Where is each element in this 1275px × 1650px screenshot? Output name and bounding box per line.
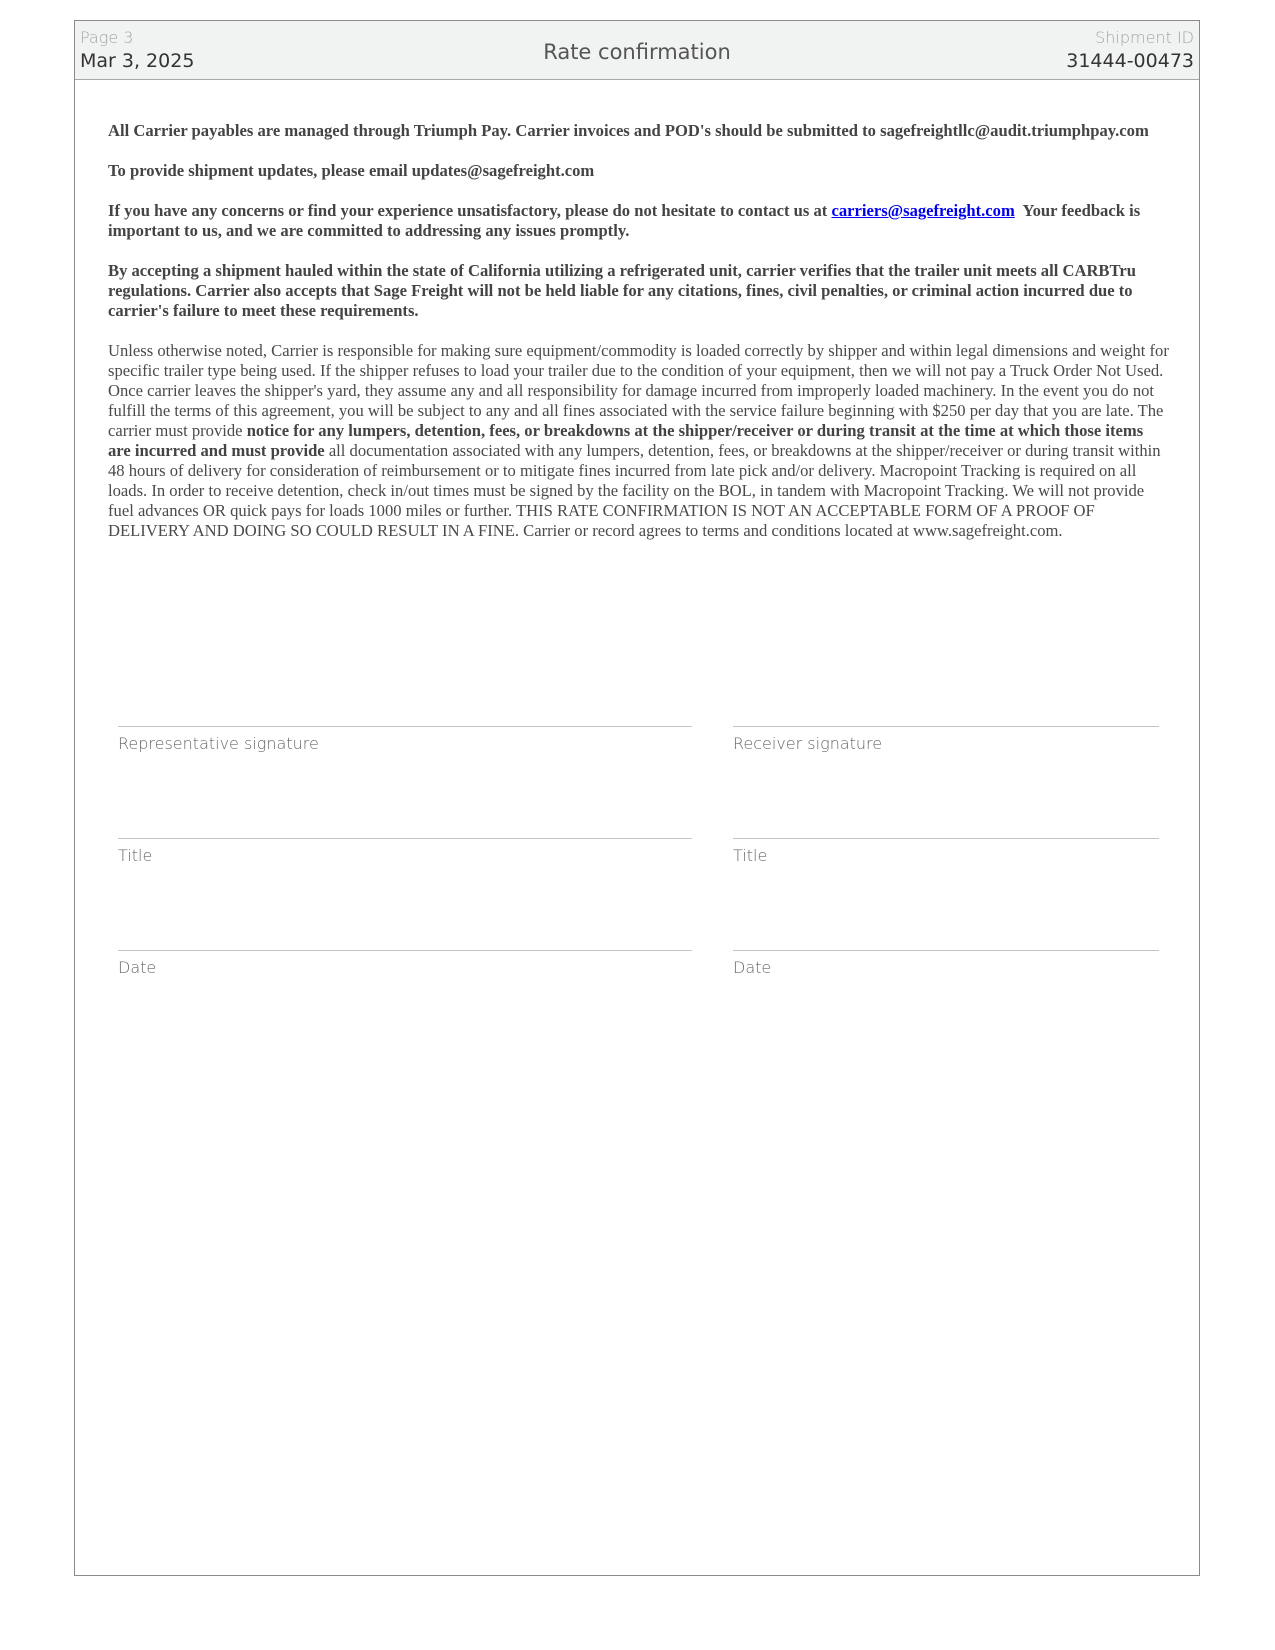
receiver-title-label: Title bbox=[733, 846, 768, 865]
rep-title-label: Title bbox=[118, 846, 153, 865]
receiver-date-label: Date bbox=[733, 958, 772, 977]
terms-text-part1: Unless otherwise noted, Carrier is responsible for making sure equipment/commodity is loaded correctly by shipper and within legal dimensions and weight for specific trailer type being used. If the shipper refuses to load your trailer due to the condition of your equipment, then we will not pay a Truck Order Not Used. Once carrier leaves the shipper's yard, they assume any and all responsibility for damage incurred from improperly loaded machinery. In the event you do not fulfill the terms of this agreement, you will be subject to any and all fines associated with the service failure beginning with $250 per day that you are late. The carrier must provide bbox=[108, 341, 1169, 440]
payables-paragraph: All Carrier payables are managed through Triumph Pay. Carrier invoices and POD's should be submitted to sagefreightllc@audit.triumphpay.com bbox=[108, 121, 1149, 140]
receiver-signature-label: Receiver signature bbox=[733, 734, 883, 753]
rep-date-label: Date bbox=[118, 958, 157, 977]
page-number: Page 3 bbox=[80, 28, 134, 47]
shipment-id-label: Shipment ID bbox=[1095, 28, 1194, 47]
document-title: Rate confirmation bbox=[543, 40, 731, 64]
carriers-email-link[interactable]: carriers@sagefreight.com bbox=[831, 201, 1015, 220]
document-body bbox=[108, 121, 1170, 561]
receiver-signature-line[interactable] bbox=[733, 726, 1159, 727]
page-frame bbox=[74, 20, 1200, 1576]
rep-signature-line[interactable] bbox=[118, 726, 692, 727]
terms-paragraph bbox=[108, 341, 1170, 541]
terms-text-bold: notice for any lumpers, detention, fees, or breakdowns at the shipper/receiver or during transit at the time at which those items are incurred and must provide bbox=[108, 421, 1144, 460]
terms-text-part2: all documentation associated with any lumpers, detention, fees, or breakdowns at the shipper/receiver or during transit within 48 hours of delivery for consideration of reimbursement or to mitigate fines incurred from late pick and/or delivery. Macropoint Tracking is required on all loads. In order to receive detention, check in/out times must be signed by the facility on the BOL, in tandem with Macropoint Tracking. We will not provide fuel advances OR quick pays for loads 1000 miles or further. THIS RATE CONFIRMATION IS NOT AN ACCEPTABLE FORM OF A PROOF OF DELIVERY AND DOING SO COULD RESULT IN A FINE. Carrier or record agrees to terms and conditions located at www.sagefreight.com. bbox=[108, 441, 1161, 540]
shipment-id: 31444-00473 bbox=[1066, 50, 1194, 72]
concerns-text-before: If you have any concerns or find your experience unsatisfactory, please do not hesitate to contact us at bbox=[108, 201, 832, 220]
rep-title-line[interactable] bbox=[118, 838, 692, 839]
rep-signature-label: Representative signature bbox=[118, 734, 319, 753]
page-header bbox=[75, 21, 1199, 80]
rep-date-line[interactable] bbox=[118, 950, 692, 951]
california-paragraph: By accepting a shipment hauled within the state of California utilizing a refrigerated unit, carrier verifies that the trailer unit meets all CARBTru regulations. Carrier also accepts that Sage Freight will not be held liable for any citations, fines, civil penalties, or criminal action incurred due to carrier's failure to meet these requirements. bbox=[108, 261, 1136, 320]
updates-paragraph: To provide shipment updates, please email updates@sagefreight.com bbox=[108, 161, 595, 180]
concerns-paragraph bbox=[108, 201, 1170, 241]
header-right bbox=[1066, 28, 1194, 74]
receiver-title-line[interactable] bbox=[733, 838, 1159, 839]
receiver-date-line[interactable] bbox=[733, 950, 1159, 951]
document-date: Mar 3, 2025 bbox=[80, 50, 195, 72]
concerns-text-after: Your feedback is important to us, and we are committed to addressing any issues promptly. bbox=[108, 201, 1145, 240]
